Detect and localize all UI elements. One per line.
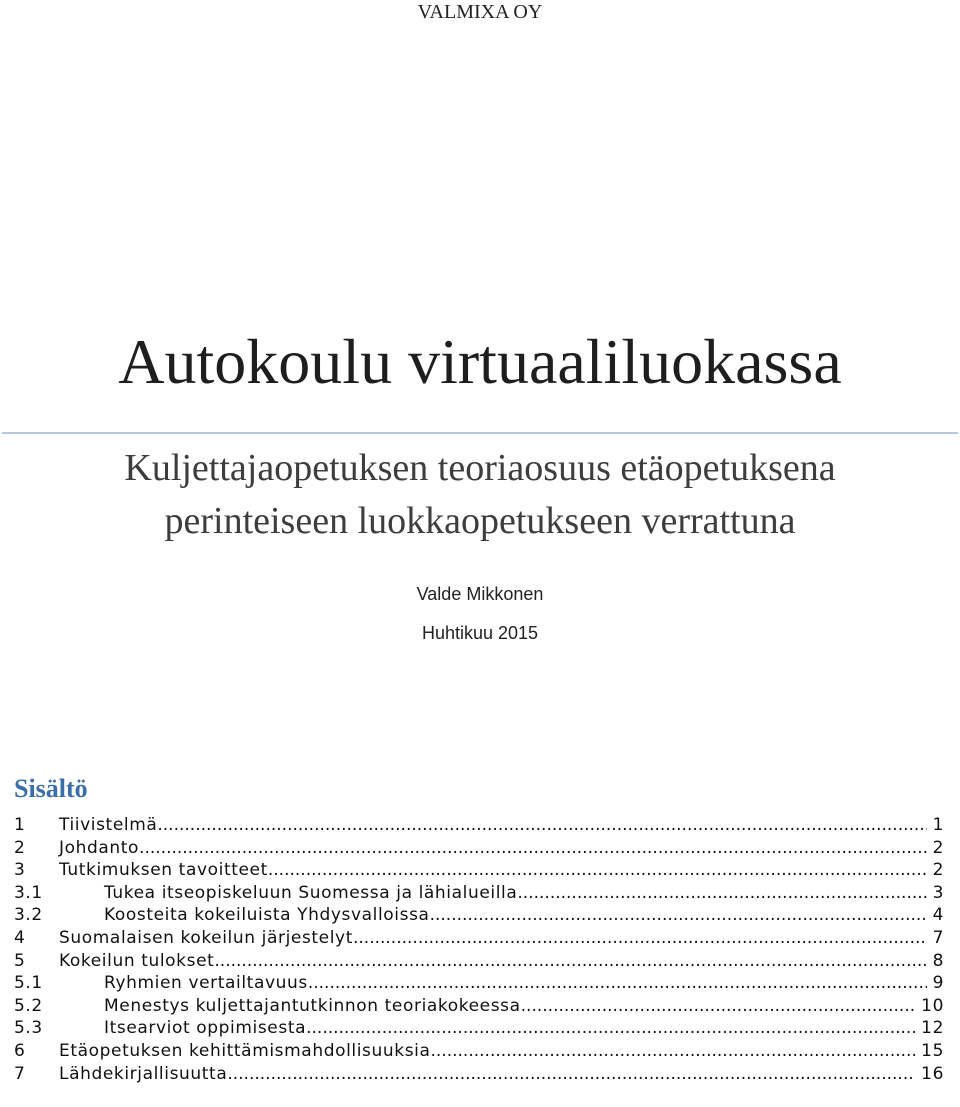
toc-entry-title: Itsearviot oppimisesta [104, 1018, 307, 1039]
toc-leader-dots [227, 1063, 915, 1086]
title-divider [2, 432, 958, 434]
toc-entry-number: 5 [14, 950, 26, 971]
toc-leader-dots [308, 972, 927, 995]
toc-entry-page: 12 [921, 1018, 944, 1039]
toc-entry-number: 2 [14, 837, 26, 858]
toc-entry-number: 5.3 [14, 1018, 43, 1039]
toc-entry-title: Tukea itseopiskeluun Suomessa ja lähialueilla [104, 882, 518, 903]
toc-entry-number: 5.1 [14, 973, 43, 994]
toc-entry[interactable] [14, 1017, 944, 1040]
toc-entry-page: 7 [932, 927, 944, 948]
author-name: Valde Mikkonen [416, 584, 544, 604]
toc-entry-title: Tiivistelmä [59, 815, 158, 835]
toc-entry[interactable] [14, 927, 944, 950]
toc-entry-title: Etäopetuksen kehittämismahdollisuuksia [59, 1040, 431, 1061]
toc-entry[interactable] [14, 837, 944, 860]
toc-leader-dots [431, 1040, 916, 1063]
header-company: VALMIXA OY [417, 1, 543, 23]
toc-entry-page: 4 [932, 905, 944, 926]
toc-entry-title: Johdanto [59, 837, 140, 858]
toc-entry-page: 9 [932, 973, 944, 994]
toc-entry[interactable] [14, 1063, 944, 1086]
toc-entry-title: Koosteita kokeiluista Yhdysvalloissa [104, 905, 430, 926]
toc-leader-dots [430, 904, 927, 927]
toc-entry-number: 5.2 [14, 995, 43, 1016]
toc-entry-page: 10 [921, 995, 944, 1016]
toc-entry-number: 6 [14, 1040, 26, 1061]
subtitle-line-1: Kuljettajaopetuksen teoriaosuus etäopetuksena [124, 447, 836, 489]
toc-entry-page: 16 [921, 1063, 944, 1084]
toc-entry-title: Suomalaisen kokeilun järjestelyt [59, 927, 353, 948]
toc-entry[interactable] [14, 814, 944, 837]
toc-entry-title: Tutkimuksen tavoitteet [59, 860, 268, 881]
toc-entry-number: 1 [14, 815, 26, 835]
toc-leader-dots [306, 1017, 915, 1040]
table-of-contents [14, 814, 944, 1085]
toc-entry-number: 3.1 [14, 882, 43, 903]
toc-leader-dots [353, 927, 927, 950]
toc-entry-number: 3.2 [14, 905, 43, 926]
toc-leader-dots [139, 837, 927, 860]
toc-entry[interactable] [14, 859, 944, 882]
document-title: Autokoulu virtuaaliluokassa [118, 326, 842, 397]
toc-entry-page: 2 [932, 860, 944, 881]
toc-entry[interactable] [14, 995, 944, 1018]
toc-leader-dots [157, 814, 926, 837]
toc-leader-dots [517, 882, 926, 905]
toc-entry[interactable] [14, 950, 944, 973]
toc-heading: Sisältö [14, 774, 88, 803]
toc-leader-dots [214, 950, 926, 973]
toc-entry-page: 1 [932, 815, 944, 835]
toc-entry-number: 4 [14, 927, 26, 948]
toc-entry[interactable] [14, 1040, 944, 1063]
toc-entry-number: 7 [14, 1063, 26, 1084]
toc-entry-page: 8 [932, 950, 944, 971]
toc-entry-title: Menestys kuljettajantutkinnon teoriakokeessa [104, 995, 521, 1016]
subtitle-line-2: perinteiseen luokkaopetukseen verrattuna [164, 500, 796, 542]
toc-entry[interactable] [14, 972, 944, 995]
toc-entry[interactable] [14, 904, 944, 927]
toc-entry-title: Lähdekirjallisuutta [59, 1063, 228, 1084]
document-subtitle [0, 442, 960, 548]
publication-date: Huhtikuu 2015 [421, 623, 539, 643]
toc-entry-page: 3 [932, 882, 944, 903]
toc-leader-dots [268, 859, 927, 882]
toc-entry-title: Ryhmien vertailtavuus [104, 973, 308, 994]
toc-entry-page: 15 [921, 1040, 944, 1061]
toc-entry-page: 2 [932, 837, 944, 858]
toc-entry-number: 3 [14, 860, 26, 881]
toc-entry[interactable] [14, 882, 944, 905]
toc-entry-title: Kokeilun tulokset [59, 950, 215, 971]
toc-leader-dots [521, 995, 916, 1018]
